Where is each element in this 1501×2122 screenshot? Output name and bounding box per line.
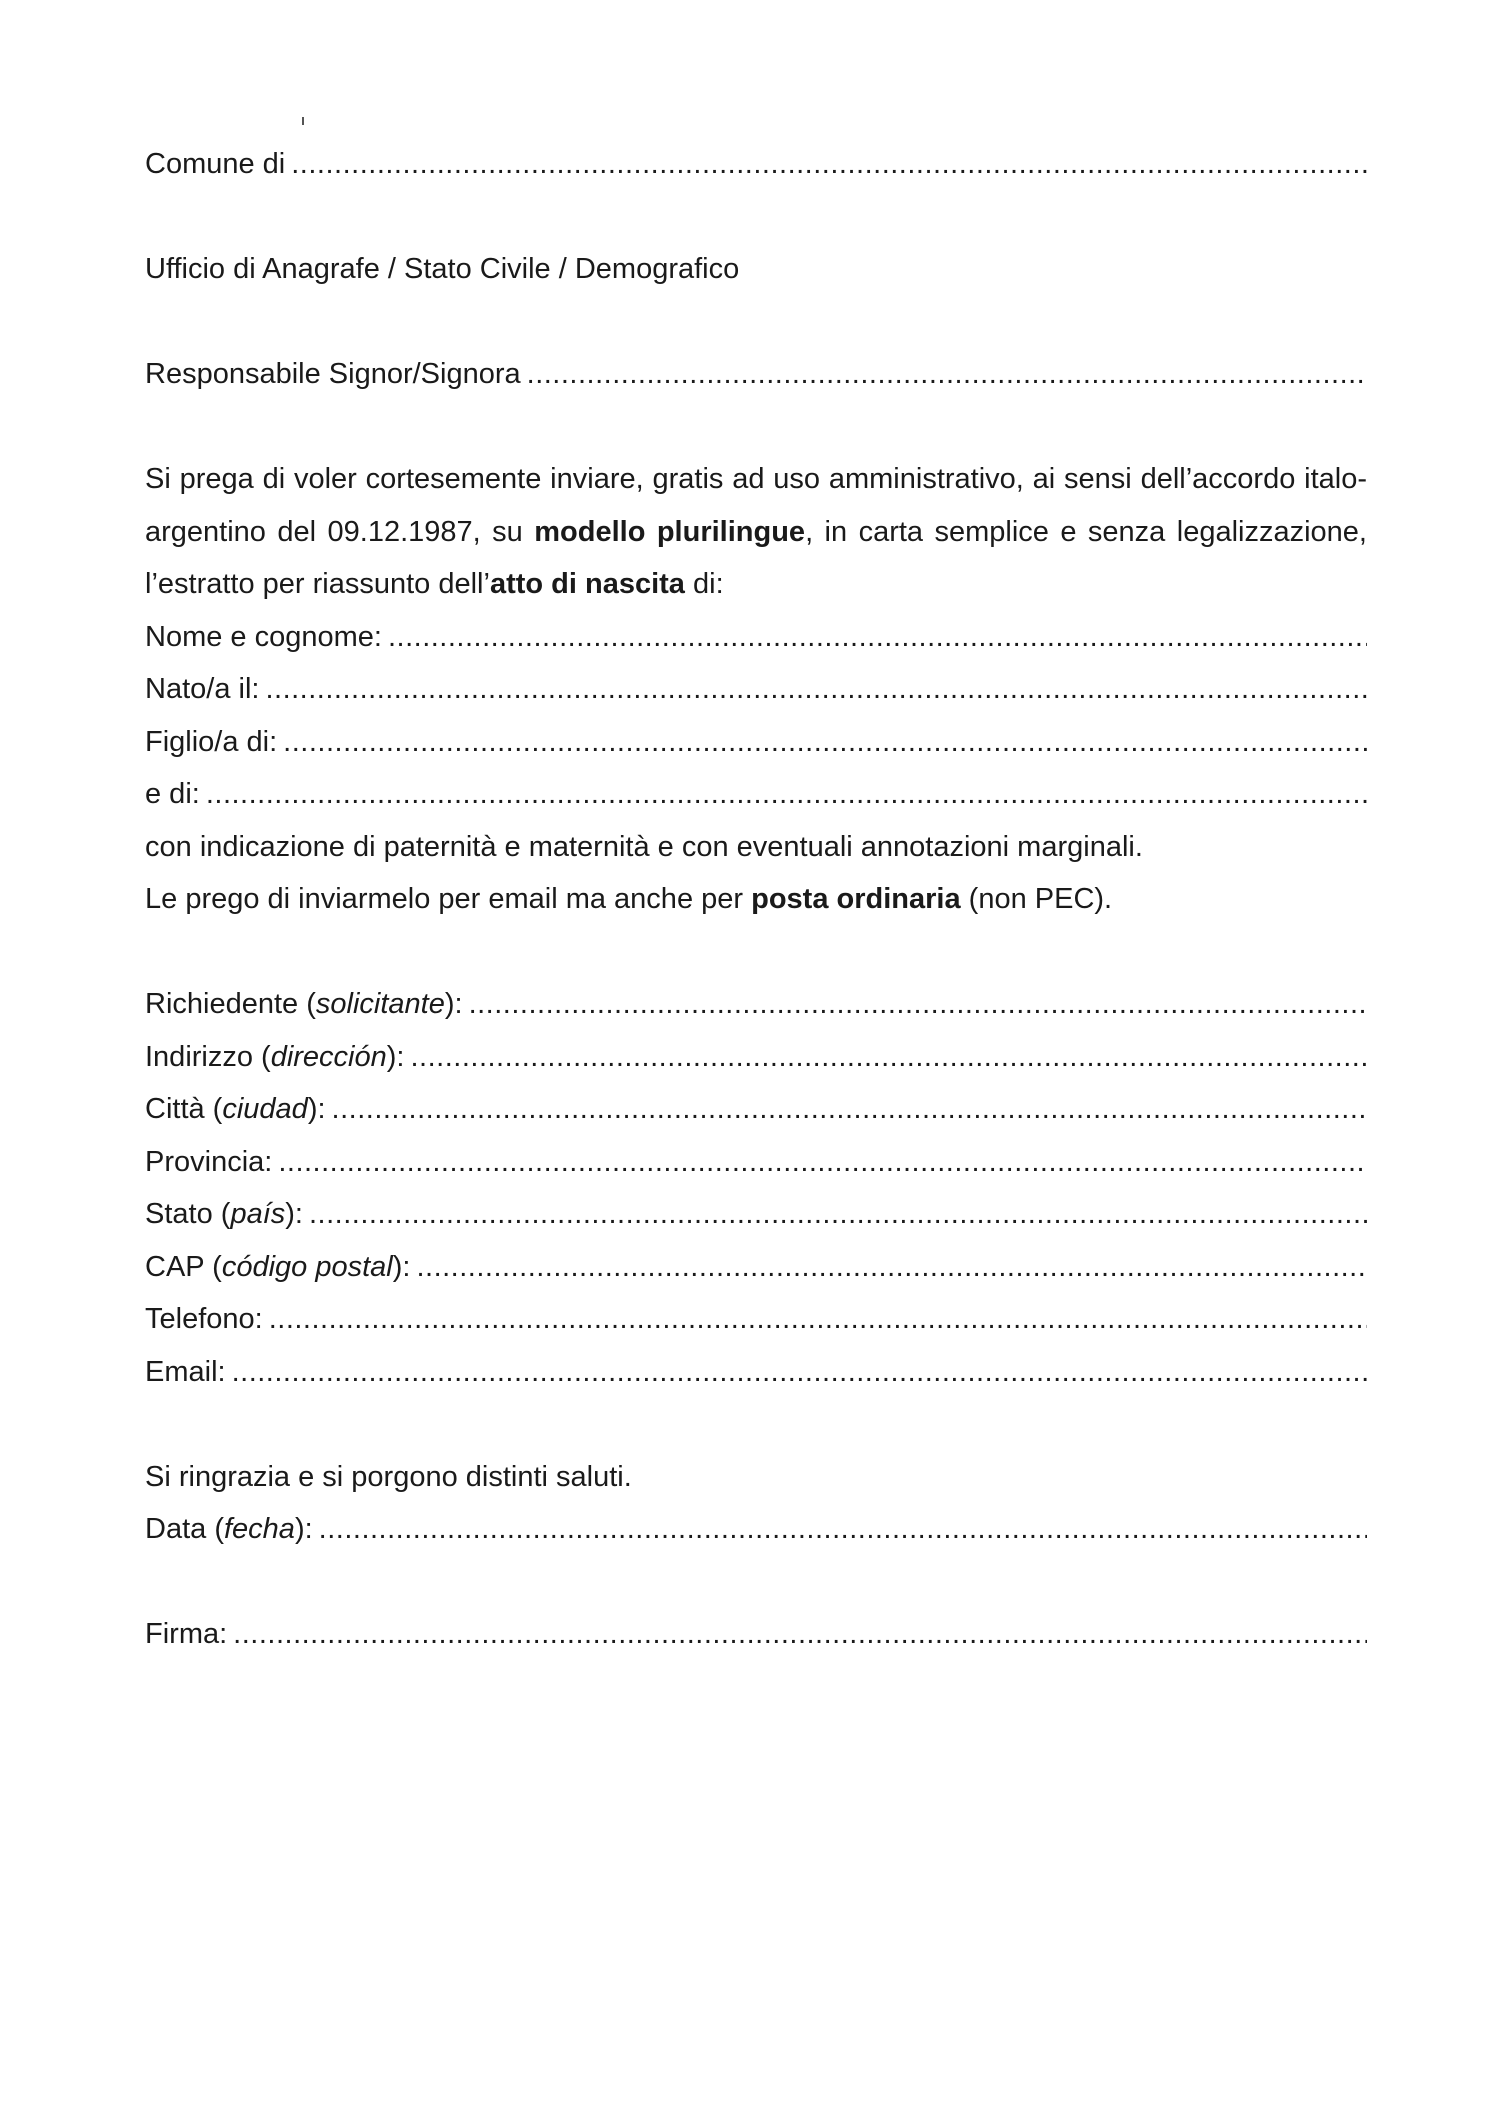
firma-label: Firma: [145,1618,228,1650]
data-field[interactable] [319,1503,1367,1556]
cap-field[interactable] [416,1241,1367,1294]
richiedente-label: Richiedente (solicitante): [145,988,463,1020]
richiedente-field[interactable] [469,978,1367,1031]
stato-line [145,1188,1367,1241]
indirizzo-label: Indirizzo (dirección): [145,1040,405,1073]
comune-field[interactable] [291,138,1367,191]
citta-field[interactable] [332,1083,1367,1136]
figlio-field[interactable] [283,716,1367,769]
firma-field[interactable] [233,1608,1367,1661]
prego-text [145,873,1112,926]
stato-field[interactable] [309,1188,1367,1241]
edi-line [145,768,1367,821]
figlio-line [145,716,1367,769]
cap-line [145,1241,1367,1294]
comune-label: Comune di [145,148,286,180]
figlio-label: Figlio/a di: [145,725,278,758]
stato-label: Stato (país): [145,1198,303,1230]
telefono-line [145,1293,1367,1346]
edi-label: e di: [145,778,200,810]
citta-line [145,1083,1367,1136]
edi-field[interactable] [206,768,1367,821]
telefono-label: Telefono: [145,1303,263,1335]
request-text-2: , in carta semplice e senza legalizzazione, l’estratto per riassunto dell’ [145,515,1367,600]
data-label: Data (fecha): [145,1513,313,1545]
data-line [145,1503,1367,1556]
richiedente-line [145,978,1367,1031]
responsabile-label: Responsabile Signor/Signora [145,358,521,390]
nato-line [145,663,1367,716]
nome-field[interactable] [388,611,1367,664]
nome-line [145,611,1367,664]
saluti-line [145,1451,1367,1504]
indirizzo-line [145,1031,1367,1084]
prego-text-pre: Le prego di inviarmelo per email ma anche per [145,883,752,915]
firma-line [145,1608,1367,1661]
request-bold-modello: modello plurilingue [534,515,806,548]
form-body [145,138,1367,1661]
responsabile-field[interactable] [527,348,1367,401]
provincia-label: Provincia: [145,1145,273,1178]
prego-text-post: (non PEC). [960,883,1113,915]
provincia-field[interactable] [278,1136,1367,1189]
nato-field[interactable] [265,663,1367,716]
comune-line [145,138,1367,191]
ufficio-line [145,243,1367,296]
email-line [145,1346,1367,1399]
nato-label: Nato/a il: [145,673,260,705]
request-text-3: di: [684,568,724,600]
email-field[interactable] [232,1346,1367,1399]
cap-label: CAP (código postal): [145,1250,411,1283]
responsabile-line [145,348,1367,401]
prego-bold: posta ordinaria [751,883,961,915]
provincia-line [145,1136,1367,1189]
indirizzo-field[interactable] [410,1031,1367,1084]
saluti-text: Si ringrazia e si porgono distinti saluti. [145,1460,632,1493]
email-label: Email: [145,1355,226,1388]
request-paragraph [145,453,1367,611]
request-text-1: Si prega di voler cortesemente inviare, gratis ad uso amministrativo, ai sensi dell’accordo italo-argentino del 09.12.1987, su [145,463,1367,548]
indicazione-text: con indicazione di paternità e maternità e con eventuali annotazioni marginali. [145,830,1143,863]
citta-label: Città (ciudad): [145,1093,326,1125]
scan-mark [302,117,304,125]
nome-label: Nome e cognome: [145,620,382,653]
telefono-field[interactable] [269,1293,1367,1346]
indicazione-line [145,821,1367,874]
request-bold-atto: atto di nascita [489,568,685,600]
prego-line [145,873,1367,926]
ufficio-text: Ufficio di Anagrafe / Stato Civile / Demografico [145,253,740,285]
